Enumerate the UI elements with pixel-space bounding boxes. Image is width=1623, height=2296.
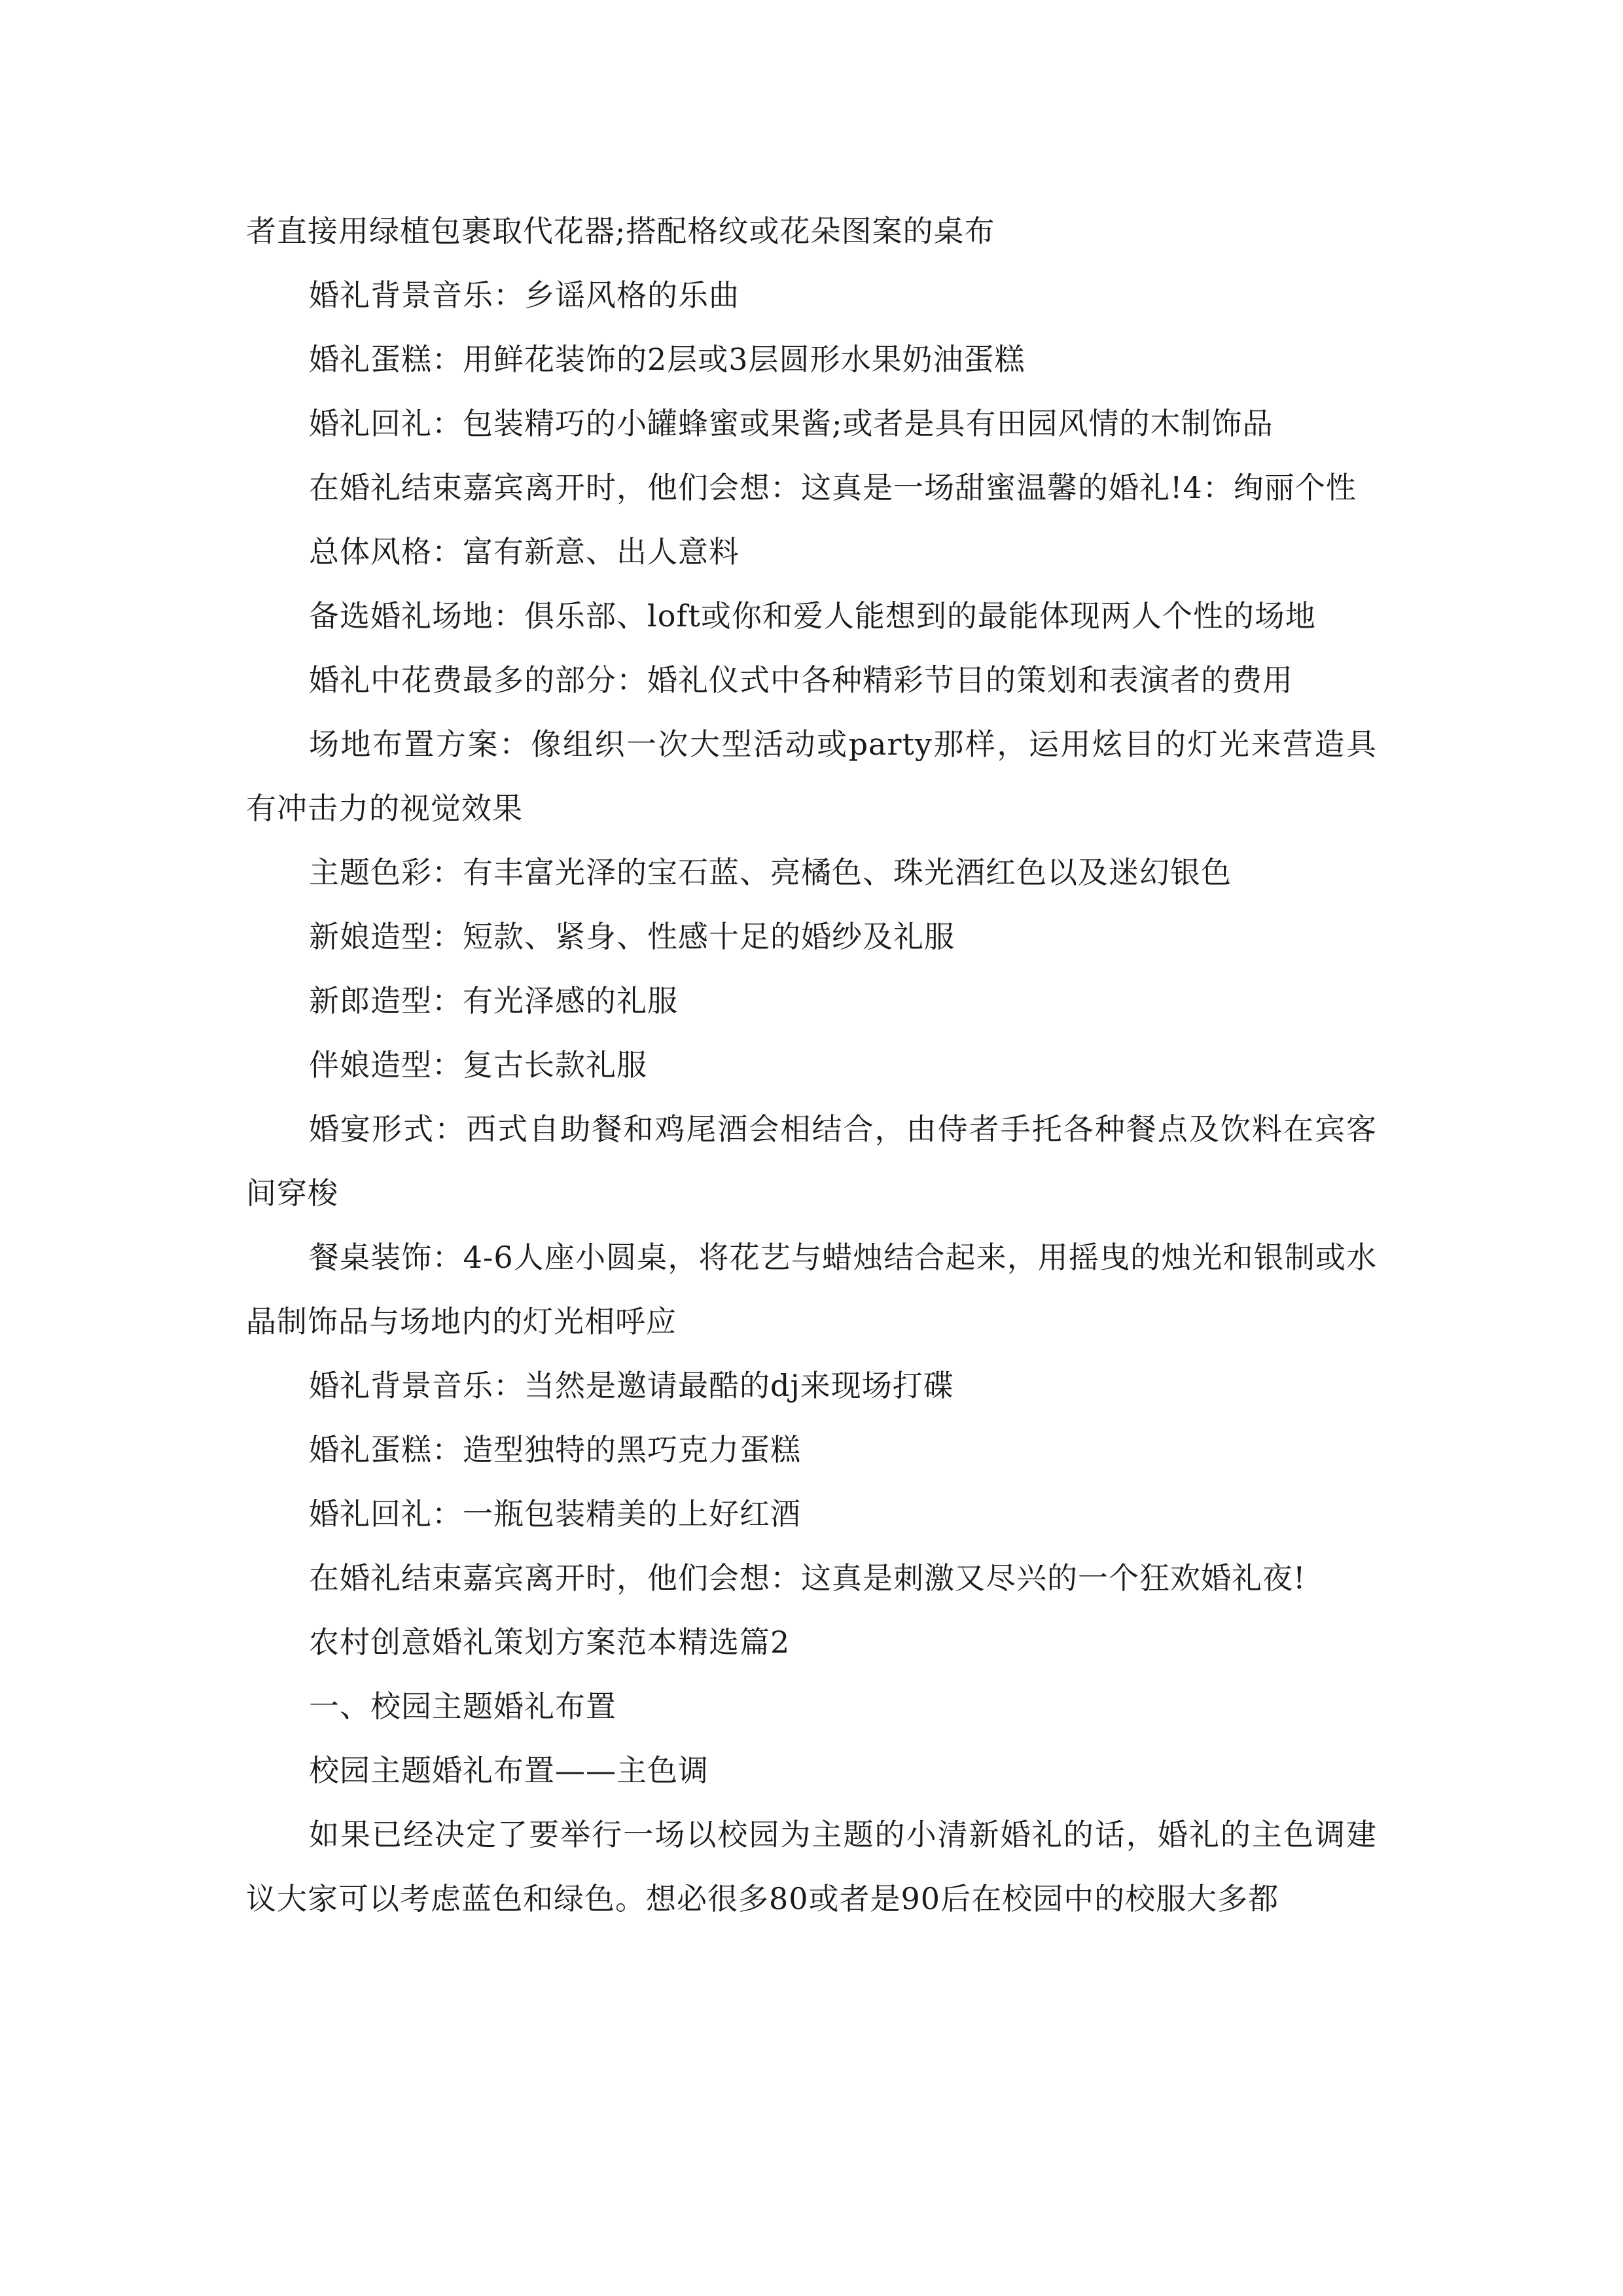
paragraph: 婚宴形式：西式自助餐和鸡尾酒会相结合，由侍者手托各种餐点及饮料在宾客间穿梭 [246,1111,1377,1211]
paragraph: 伴娘造型：复古长款礼服 [309,1047,647,1083]
section-title: 农村创意婚礼策划方案范本精选篇2 [309,1624,791,1660]
paragraph: 总体风格：富有新意、出人意料 [309,534,740,569]
paragraph: 备选婚礼场地：俱乐部、loft或你和爱人能想到的最能体现两人个性的场地 [309,598,1316,634]
paragraph: 婚礼背景音乐：乡谣风格的乐曲 [309,278,740,313]
paragraph: 新郎造型：有光泽感的礼服 [309,983,678,1018]
paragraph: 如果已经决定了要举行一场以校园为主题的小清新婚礼的话，婚礼的主色调建议大家可以考虑蓝色和绿色。想必很多80或者是90后在校园中的校服大多都 [246,1817,1377,1916]
section-heading: 一、校园主题婚礼布置 [309,1689,616,1724]
paragraph: 餐桌装饰：4-6人座小圆桌，将花艺与蜡烛结合起来，用摇曳的烛光和银制或水晶制饰品与场地内的灯光相呼应 [246,1240,1377,1339]
paragraph: 在婚礼结束嘉宾离开时，他们会想：这真是刺激又尽兴的一个狂欢婚礼夜! [309,1560,1306,1596]
paragraph: 在婚礼结束嘉宾离开时，他们会想：这真是一场甜蜜温馨的婚礼!4：绚丽个性 [309,470,1357,505]
paragraph: 新娘造型：短款、紧身、性感十足的婚纱及礼服 [309,919,955,954]
paragraph: 婚礼中花费最多的部分：婚礼仪式中各种精彩节目的策划和表演者的费用 [309,662,1293,698]
paragraph: 者直接用绿植包裹取代花器;搭配格纹或花朵图案的桌布 [246,213,995,249]
paragraph: 场地布置方案：像组织一次大型活动或party那样，运用炫目的灯光来营造具有冲击力的视觉效果 [246,726,1377,826]
paragraph: 婚礼蛋糕：用鲜花装饰的2层或3层圆形水果奶油蛋糕 [309,342,1026,377]
subsection-heading: 校园主题婚礼布置——主色调 [309,1753,709,1788]
paragraph: 婚礼回礼：一瓶包装精美的上好红酒 [309,1496,801,1532]
paragraph: 婚礼回礼：包装精巧的小罐蜂蜜或果酱;或者是具有田园风情的木制饰品 [309,406,1274,441]
document-body [246,199,1377,1931]
paragraph: 婚礼蛋糕：造型独特的黑巧克力蛋糕 [309,1432,801,1467]
paragraph: 主题色彩：有丰富光泽的宝石蓝、亮橘色、珠光酒红色以及迷幻银色 [309,855,1232,890]
paragraph: 婚礼背景音乐：当然是邀请最酷的dj来现场打碟 [309,1368,954,1403]
